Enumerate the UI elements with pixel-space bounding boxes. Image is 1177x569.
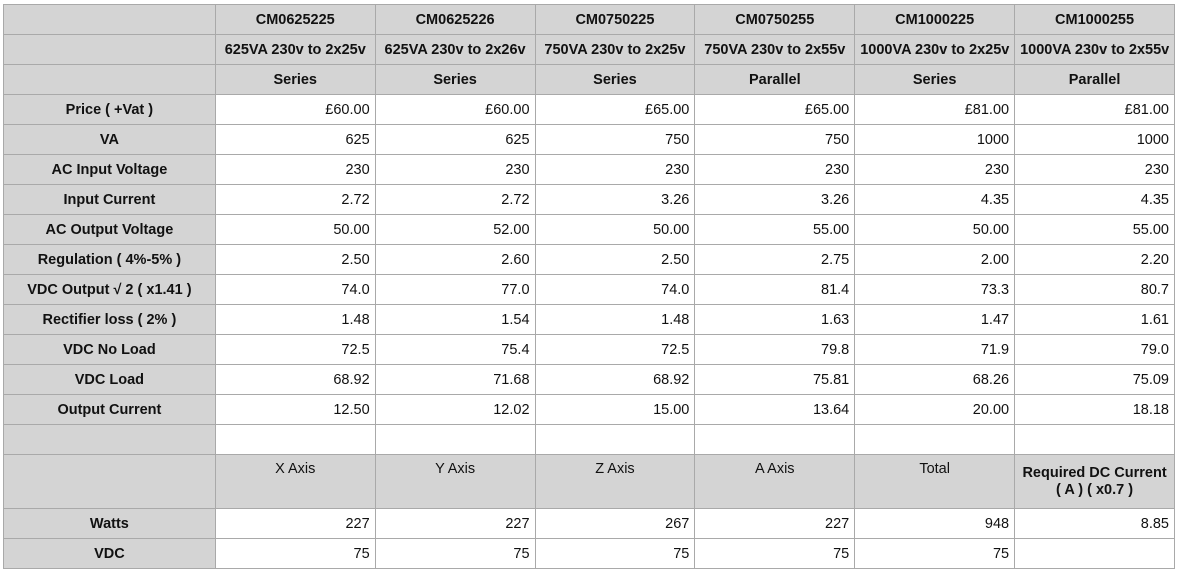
data-cell[interactable]: 2.50 <box>535 245 695 275</box>
row-label[interactable]: Regulation ( 4%-5% ) <box>4 245 216 275</box>
data-cell[interactable]: 52.00 <box>375 215 535 245</box>
data-cell[interactable]: 230 <box>1015 155 1175 185</box>
data-cell[interactable]: 1.47 <box>855 305 1015 335</box>
data-cell[interactable]: £81.00 <box>855 95 1015 125</box>
data-row-vdc <box>4 539 1175 569</box>
empty-cell[interactable] <box>375 425 535 455</box>
data-cell[interactable]: 12.02 <box>375 395 535 425</box>
model-header-cell[interactable]: CM0750225 <box>535 5 695 35</box>
data-cell[interactable]: 81.4 <box>695 275 855 305</box>
data-row-vdc-load <box>4 365 1175 395</box>
data-cell[interactable]: £65.00 <box>535 95 695 125</box>
data-cell[interactable]: 74.0 <box>215 275 375 305</box>
row-label[interactable]: AC Input Voltage <box>4 155 216 185</box>
row-label[interactable]: Input Current <box>4 185 216 215</box>
data-cell[interactable]: 2.60 <box>375 245 535 275</box>
axis-header-row <box>4 455 1175 509</box>
data-cell[interactable]: £60.00 <box>215 95 375 125</box>
data-cell[interactable]: 2.00 <box>855 245 1015 275</box>
empty-cell[interactable] <box>535 425 695 455</box>
data-cell[interactable]: 75.09 <box>1015 365 1175 395</box>
row-label[interactable]: Output Current <box>4 395 216 425</box>
data-row-price <box>4 95 1175 125</box>
data-cell[interactable]: 71.68 <box>375 365 535 395</box>
required-current-header[interactable]: Required DC Current ( A ) ( x0.7 ) <box>1015 455 1175 509</box>
description-cell[interactable]: 1000VA 230v to 2x55v <box>1015 35 1175 65</box>
data-cell[interactable]: 2.20 <box>1015 245 1175 275</box>
model-header-cell[interactable]: CM0625226 <box>375 5 535 35</box>
data-cell[interactable]: 71.9 <box>855 335 1015 365</box>
data-cell[interactable]: 1.48 <box>215 305 375 335</box>
data-cell[interactable]: 625 <box>215 125 375 155</box>
data-cell[interactable]: 79.0 <box>1015 335 1175 365</box>
data-cell[interactable]: 4.35 <box>1015 185 1175 215</box>
empty-row <box>4 425 1175 455</box>
data-cell[interactable]: 50.00 <box>855 215 1015 245</box>
description-cell[interactable]: 625VA 230v to 2x25v <box>215 35 375 65</box>
data-cell[interactable]: 2.50 <box>215 245 375 275</box>
row-label[interactable]: VDC <box>4 539 216 569</box>
data-cell[interactable]: 1.61 <box>1015 305 1175 335</box>
description-cell[interactable]: 625VA 230v to 2x26v <box>375 35 535 65</box>
data-cell[interactable]: 68.92 <box>535 365 695 395</box>
data-cell[interactable]: 230 <box>855 155 1015 185</box>
data-cell[interactable]: 50.00 <box>535 215 695 245</box>
empty-label-cell[interactable] <box>4 425 216 455</box>
data-cell[interactable]: 230 <box>375 155 535 185</box>
data-row-watts <box>4 509 1175 539</box>
data-row-vdc-no-load <box>4 335 1175 365</box>
data-cell[interactable]: 55.00 <box>1015 215 1175 245</box>
data-cell[interactable]: 230 <box>695 155 855 185</box>
model-header-cell[interactable]: CM0625225 <box>215 5 375 35</box>
corner-cell[interactable] <box>4 65 216 95</box>
data-row-ac-input-voltage <box>4 155 1175 185</box>
data-cell[interactable]: 267 <box>535 509 695 539</box>
data-cell[interactable]: 72.5 <box>215 335 375 365</box>
data-cell[interactable]: 75 <box>215 539 375 569</box>
data-cell[interactable] <box>1015 539 1175 569</box>
data-cell[interactable]: 80.7 <box>1015 275 1175 305</box>
data-cell[interactable]: 750 <box>535 125 695 155</box>
data-cell[interactable]: 18.18 <box>1015 395 1175 425</box>
corner-cell[interactable] <box>4 5 216 35</box>
axis-header-cell[interactable]: Y Axis <box>375 455 535 509</box>
model-header-cell[interactable]: CM1000225 <box>855 5 1015 35</box>
data-cell[interactable]: 4.35 <box>855 185 1015 215</box>
data-cell[interactable]: 13.64 <box>695 395 855 425</box>
data-cell[interactable]: 55.00 <box>695 215 855 245</box>
data-cell[interactable]: 73.3 <box>855 275 1015 305</box>
row-label[interactable]: AC Output Voltage <box>4 215 216 245</box>
data-cell[interactable]: 3.26 <box>695 185 855 215</box>
data-cell[interactable]: 77.0 <box>375 275 535 305</box>
data-cell[interactable]: 625 <box>375 125 535 155</box>
data-cell[interactable]: 227 <box>695 509 855 539</box>
data-cell[interactable]: 68.92 <box>215 365 375 395</box>
config-cell[interactable]: Parallel <box>1015 65 1175 95</box>
data-cell[interactable]: 75.4 <box>375 335 535 365</box>
data-row-input-current <box>4 185 1175 215</box>
data-cell[interactable]: 50.00 <box>215 215 375 245</box>
data-cell[interactable]: 68.26 <box>855 365 1015 395</box>
model-header-cell[interactable]: CM1000255 <box>1015 5 1175 35</box>
data-cell[interactable]: 1000 <box>1015 125 1175 155</box>
empty-cell[interactable] <box>1015 425 1175 455</box>
data-cell[interactable]: 227 <box>375 509 535 539</box>
row-label[interactable]: Rectifier loss ( 2% ) <box>4 305 216 335</box>
data-cell[interactable]: 1.48 <box>535 305 695 335</box>
data-cell[interactable]: 75 <box>375 539 535 569</box>
description-cell[interactable]: 750VA 230v to 2x25v <box>535 35 695 65</box>
data-cell[interactable]: 8.85 <box>1015 509 1175 539</box>
row-label[interactable]: VA <box>4 125 216 155</box>
corner-cell[interactable] <box>4 35 216 65</box>
data-cell[interactable]: 948 <box>855 509 1015 539</box>
row-label[interactable]: Watts <box>4 509 216 539</box>
data-cell[interactable]: 75.81 <box>695 365 855 395</box>
config-cell[interactable]: Series <box>375 65 535 95</box>
description-cell[interactable]: 1000VA 230v to 2x25v <box>855 35 1015 65</box>
axis-header-cell[interactable]: Total <box>855 455 1015 509</box>
data-cell[interactable]: £65.00 <box>695 95 855 125</box>
data-cell[interactable]: 20.00 <box>855 395 1015 425</box>
data-row-output-current <box>4 395 1175 425</box>
config-header-row <box>4 65 1175 95</box>
data-cell[interactable]: 75 <box>535 539 695 569</box>
empty-cell[interactable] <box>695 425 855 455</box>
row-label[interactable]: VDC Load <box>4 365 216 395</box>
data-cell[interactable]: 230 <box>535 155 695 185</box>
description-header-row <box>4 35 1175 65</box>
corner-cell[interactable] <box>4 455 216 509</box>
data-row-regulation <box>4 245 1175 275</box>
data-cell[interactable]: 74.0 <box>535 275 695 305</box>
data-cell[interactable]: 1.54 <box>375 305 535 335</box>
data-cell[interactable]: 12.50 <box>215 395 375 425</box>
data-cell[interactable]: 1.63 <box>695 305 855 335</box>
axis-header-cell[interactable]: A Axis <box>695 455 855 509</box>
model-header-cell[interactable]: CM0750255 <box>695 5 855 35</box>
row-label[interactable]: VDC No Load <box>4 335 216 365</box>
data-cell[interactable]: 15.00 <box>535 395 695 425</box>
data-cell[interactable]: 79.8 <box>695 335 855 365</box>
config-cell[interactable]: Series <box>535 65 695 95</box>
data-row-va <box>4 125 1175 155</box>
data-cell[interactable]: 72.5 <box>535 335 695 365</box>
data-row-rectifier-loss <box>4 305 1175 335</box>
data-cell[interactable]: 2.75 <box>695 245 855 275</box>
data-cell[interactable]: £60.00 <box>375 95 535 125</box>
axis-header-cell[interactable]: Z Axis <box>535 455 695 509</box>
spreadsheet-table <box>3 4 1175 569</box>
data-cell[interactable]: 1000 <box>855 125 1015 155</box>
data-row-vdc-output <box>4 275 1175 305</box>
description-cell[interactable]: 750VA 230v to 2x55v <box>695 35 855 65</box>
config-cell[interactable]: Series <box>855 65 1015 95</box>
data-cell[interactable]: 2.72 <box>215 185 375 215</box>
model-header-row <box>4 5 1175 35</box>
empty-cell[interactable] <box>215 425 375 455</box>
data-cell[interactable]: 3.26 <box>535 185 695 215</box>
config-cell[interactable]: Series <box>215 65 375 95</box>
data-cell[interactable]: 75 <box>695 539 855 569</box>
data-row-ac-output-voltage <box>4 215 1175 245</box>
row-label[interactable]: Price ( +Vat ) <box>4 95 216 125</box>
data-cell[interactable]: £81.00 <box>1015 95 1175 125</box>
row-label[interactable]: VDC Output √ 2 ( x1.41 ) <box>4 275 216 305</box>
data-cell[interactable]: 2.72 <box>375 185 535 215</box>
config-cell[interactable]: Parallel <box>695 65 855 95</box>
data-cell[interactable]: 75 <box>855 539 1015 569</box>
data-cell[interactable]: 227 <box>215 509 375 539</box>
data-cell[interactable]: 750 <box>695 125 855 155</box>
data-cell[interactable]: 230 <box>215 155 375 185</box>
axis-header-cell[interactable]: X Axis <box>215 455 375 509</box>
empty-cell[interactable] <box>855 425 1015 455</box>
